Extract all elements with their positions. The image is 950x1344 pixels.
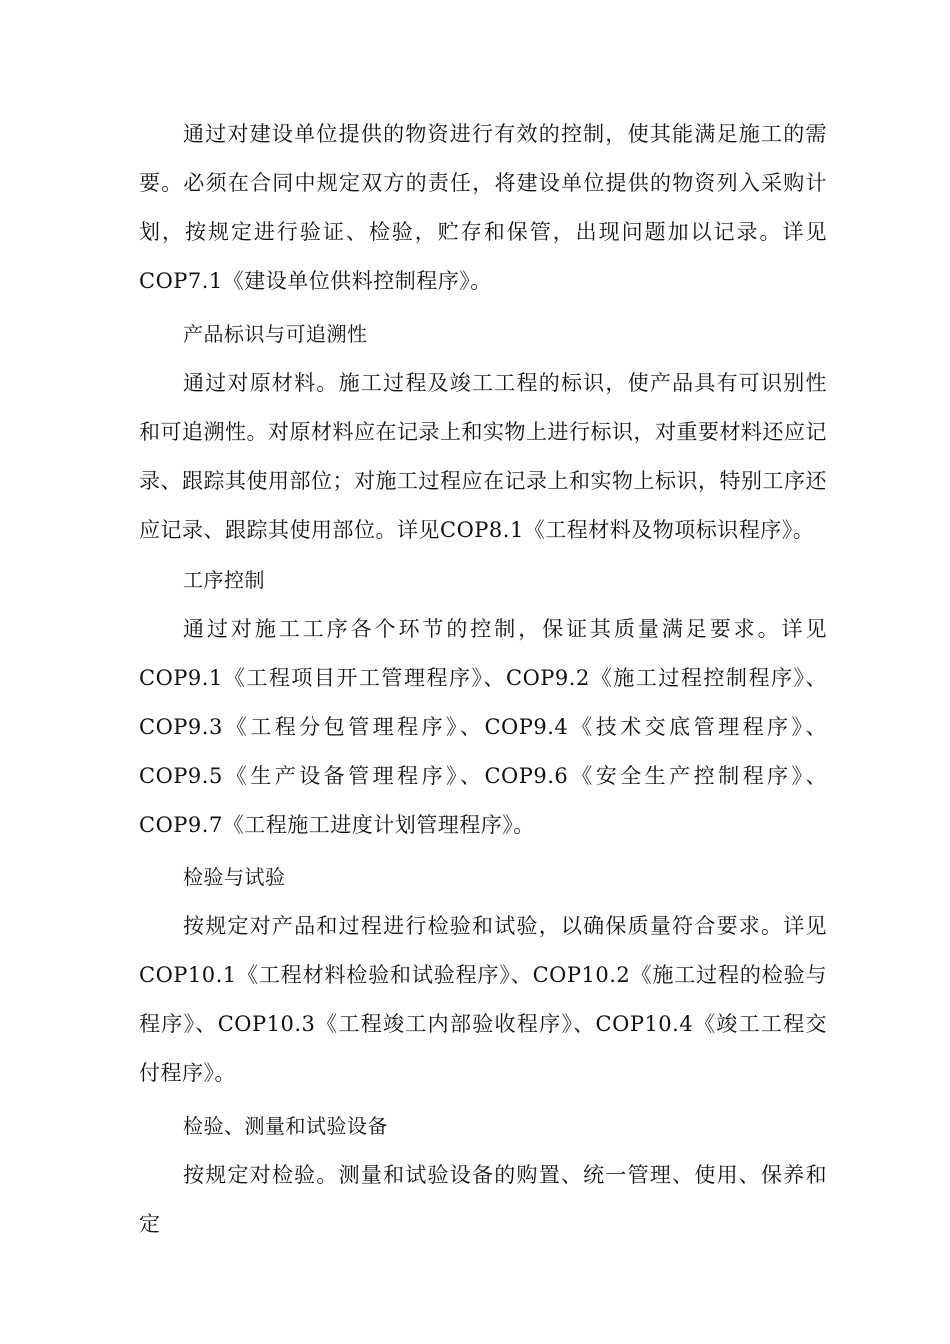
paragraph-customer-supplied-material: 通过对建设单位提供的物资进行有效的控制，使其能满足施工的需要。必须在合同中规定双方的责任，将建设单位提供的物资列入采购计划，按规定进行验证、检验，贮存和保管，出现问题加以记录。详见COP7.1《建设单位供料控制程序》。: [139, 122, 827, 293]
heading-product-identification: 产品标识与可追溯性: [183, 322, 368, 346]
paragraph-product-identification: 通过对原材料。施工过程及竣工工程的标识，使产品具有可识别性和可追溯性。对原材料应在记录上和实物上进行标识，对重要材料还应记录、跟踪其使用部位；对施工过程应在记录上和实物上标识，特别工序还应记录、跟踪其使用部位。详见COP8.1《工程材料及物项标识程序》。: [139, 371, 827, 542]
paragraph-inspection-testing: 按规定对产品和过程进行检验和试验，以确保质量符合要求。详见COP10.1《工程材料检验和试验程序》、COP10.2《施工过程的检验与程序》、COP10.3《工程竣工内部验收程序》、COP10.4《竣工工程交付程序》。: [139, 914, 827, 1085]
paragraph-process-control: 通过对施工工序各个环节的控制，保证其质量满足要求。详见COP9.1《工程项目开工管理程序》、COP9.2《施工过程控制程序》、COP9.3《工程分包管理程序》、COP9.4《技术交底管理程序》、COP9.5《生产设备管理程序》、COP9.6《安全生产控制程序》、COP9.7《工程施工进度计划管理程序》。: [139, 617, 827, 837]
paragraph-measuring-equipment: 按规定对检验。测量和试验设备的购置、统一管理、使用、保养和定: [139, 1163, 827, 1236]
heading-process-control: 工序控制: [183, 568, 265, 592]
heading-inspection-testing: 检验与试验: [183, 865, 286, 889]
heading-measuring-equipment: 检验、测量和试验设备: [183, 1114, 388, 1138]
